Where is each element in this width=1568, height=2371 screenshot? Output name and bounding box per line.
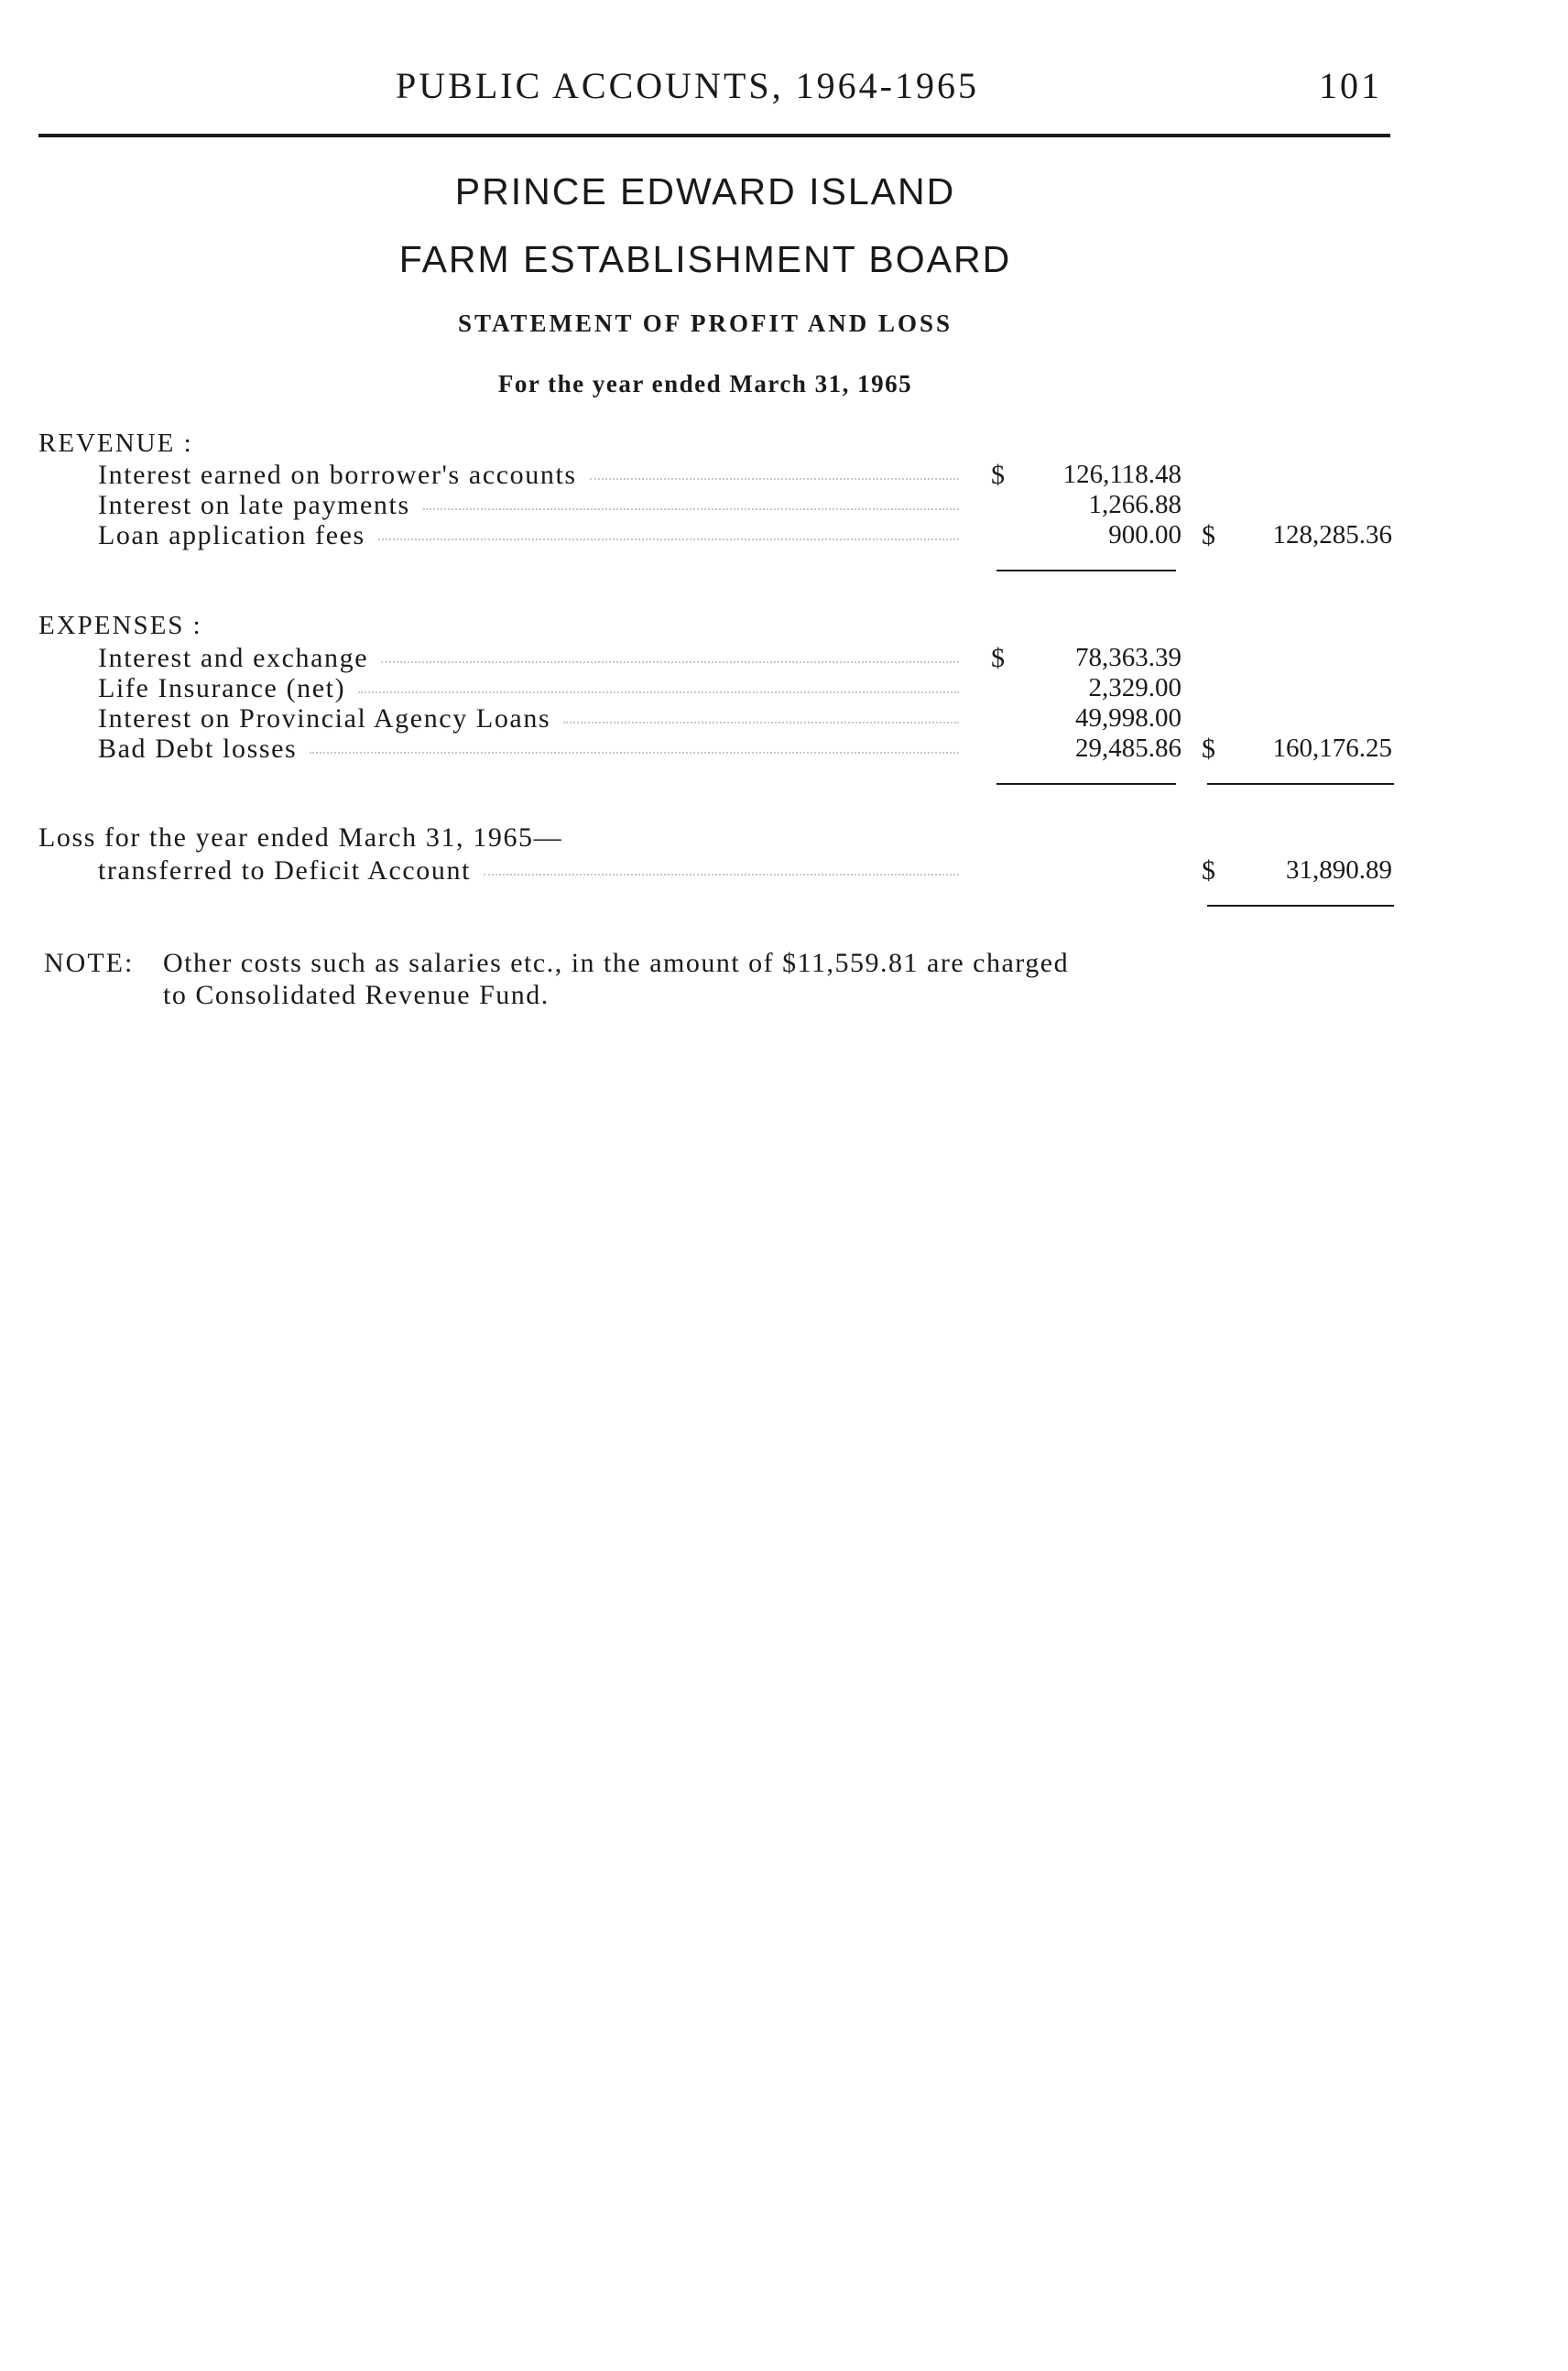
note-text-line2: to Consolidated Revenue Fund. [163, 980, 550, 1010]
revenue-item-amount: 126,118.48 [1062, 460, 1181, 489]
revenue-heading: REVENUE : [38, 429, 193, 458]
leader-dots [381, 661, 959, 663]
loss-total-rule [1207, 905, 1394, 907]
expenses-subtotal-rule [996, 783, 1176, 785]
header-rule [38, 134, 1390, 137]
expenses-total: 160,176.25 [1272, 734, 1392, 763]
currency-symbol: $ [1202, 734, 1215, 764]
expense-item-text: Interest on Provincial Agency Loans [98, 703, 551, 734]
revenue-item-label [98, 490, 959, 521]
expense-item-amount: 2,329.00 [1088, 673, 1181, 702]
revenue-item-text: Loan application fees [98, 520, 365, 550]
page-number: 101 [1319, 65, 1382, 106]
currency-symbol: $ [1202, 855, 1215, 886]
loss-label-line1: Loss for the year ended March 31, 1965— [38, 822, 563, 853]
loss-label-text: transferred to Deficit Account [98, 855, 472, 886]
org-title-line2: FARM ESTABLISHMENT BOARD [398, 238, 1012, 280]
expense-item-label [98, 643, 959, 674]
leader-dots [378, 538, 959, 540]
leader-dots [484, 874, 959, 876]
org-title-line1: PRINCE EDWARD ISLAND [454, 170, 956, 212]
leader-dots [423, 508, 959, 510]
leader-dots [563, 722, 959, 723]
expense-item-amount: 78,363.39 [1075, 643, 1181, 672]
expense-item-text: Life Insurance (net) [98, 673, 346, 703]
running-title: PUBLIC ACCOUNTS, 1964-1965 [396, 65, 979, 106]
leader-dots [590, 478, 959, 480]
revenue-total: 128,285.36 [1272, 520, 1392, 549]
currency-symbol: $ [991, 460, 1005, 490]
revenue-item-label [98, 520, 959, 551]
statement-title: STATEMENT OF PROFIT AND LOSS [457, 310, 953, 337]
expense-item-text: Bad Debt losses [98, 734, 298, 764]
expense-item-amount: 49,998.00 [1075, 703, 1181, 733]
expense-item-text: Interest and exchange [98, 643, 369, 673]
note-text-line1: Other costs such as salaries etc., in the amount of $11,559.81 are charged [163, 948, 1070, 978]
expense-item-label [98, 703, 959, 734]
expense-item-amount: 29,485.86 [1075, 734, 1181, 763]
loss-amount: 31,890.89 [1286, 855, 1392, 885]
revenue-item-text: Interest earned on borrower's accounts [98, 460, 577, 490]
loss-label-line2 [98, 855, 959, 886]
statement-period: For the year ended March 31, 1965 [497, 370, 913, 397]
currency-symbol: $ [991, 643, 1005, 673]
revenue-item-text: Interest on late payments [98, 490, 410, 520]
leader-dots [358, 691, 959, 693]
note-label: NOTE: [44, 948, 135, 978]
expenses-total-rule [1207, 783, 1394, 785]
expense-item-label [98, 673, 959, 704]
expense-item-label [98, 734, 959, 765]
revenue-subtotal-rule [996, 570, 1176, 571]
revenue-item-label [98, 460, 959, 491]
revenue-item-amount: 900.00 [1108, 520, 1181, 549]
currency-symbol: $ [1202, 520, 1215, 550]
revenue-item-amount: 1,266.88 [1088, 490, 1181, 519]
expenses-heading: EXPENSES : [38, 611, 202, 640]
leader-dots [310, 752, 959, 754]
